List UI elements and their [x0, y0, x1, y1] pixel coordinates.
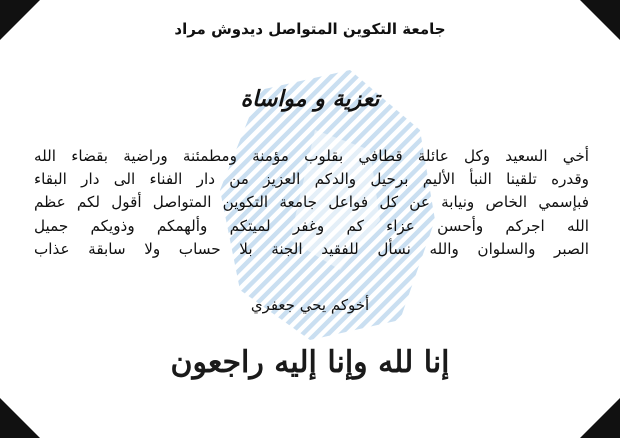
message-line: وقدره تلقينا النبأ الأليم برحيل والدكم العزيز من دار الفناء الى دار البقاء — [34, 170, 589, 189]
message-line: فبإسمي الخاص ونيابة عن كل فواعل جامعة التكوين المتواصل أقول لكم عظم — [34, 193, 589, 212]
university-name: جامعة التكوين المتواصل ديدوش مراد — [174, 20, 446, 38]
corner-ornament-bottom-right — [580, 398, 620, 438]
signature: أخوكم يحي جعفري — [250, 296, 370, 314]
condolence-message — [34, 145, 589, 261]
message-line: الله اجركم وأحسن عزاء كم وغفر لميتكم وألهمكم وذويكم جميل — [34, 216, 589, 235]
page-title: تعزية و مواساة — [240, 86, 380, 112]
quranic-verse-calligraphy: إنا لله وإنا إليه راجعون — [170, 345, 450, 380]
message-line: الصبر والسلوان والله نسأل للفقيد الجنة بلا حساب ولا سابقة عذاب — [34, 239, 589, 258]
corner-ornament-bottom-left — [0, 398, 40, 438]
message-line: أخي السعيد وكل عائلة قطافي بقلوب مؤمنة ومطمئنة وراضية بقضاء الله — [34, 147, 589, 165]
